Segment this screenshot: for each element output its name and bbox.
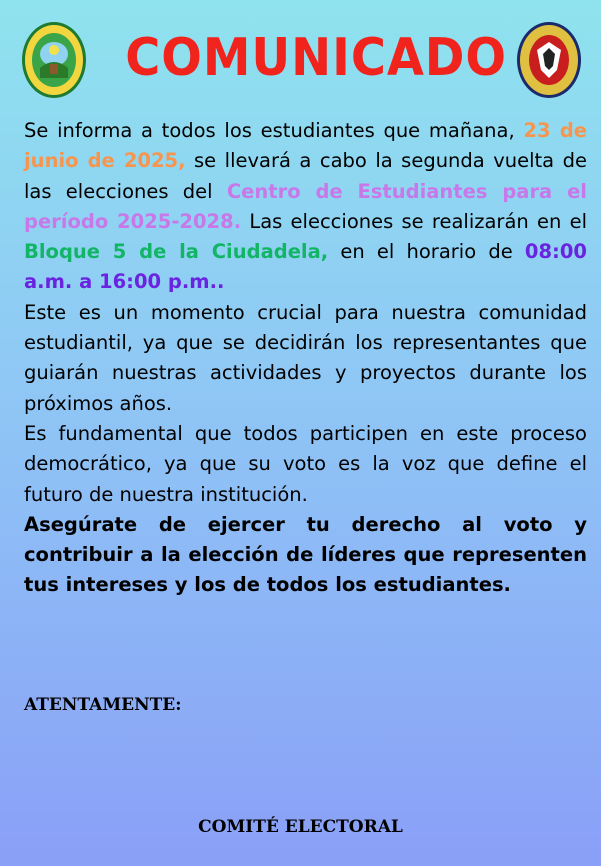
ingenieria-ambiental-logo [20,20,88,100]
header [0,18,601,102]
page-title: COMUNICADO [125,28,508,88]
universidad-tomas-frias-seal [515,20,583,100]
paragraph-importance: Este es un momento crucial para nuestra comunidad estudiantil, ya que se decidirán los representantes que guiarán nuestras actividades y proyectos durante los próximos años. [24,300,587,415]
paragraph-election-info: Se informa a todos los estudiantes que mañana, 23 de junio de 2025, se llevará a cabo la segunda vuelta de las elecciones del Centro de Estudiantes para el período 2025-2028. Las elecciones se realizarán en el Bloque 5 de la Ciudadela, en el horario de 08:00 a.m. a 16:00 p.m.. [24,119,588,294]
student-center-period: Centro de Estudiantes para el período 2025-2028. [24,179,587,233]
signature: COMITÉ ELECTORAL [198,817,403,837]
election-hours: 08:00 a.m. a 16:00 p.m.. [24,240,587,294]
election-date: 23 de junio de 2025, [24,119,588,173]
paragraph-call-to-action: Asegúrate de ejercer tu derecho al voto y contribuir a la elección de líderes que representen tus intereses y los de todos los estudiantes. [24,512,587,597]
closing: ATENTAMENTE: [24,695,182,715]
paragraph-participation: Es fundamental que todos participen en este proceso democrático, ya que su voto es la voz que define el futuro de nuestra institución. [24,421,587,506]
announcement-body [24,116,587,601]
election-location: Bloque 5 de la Ciudadela, [24,240,329,264]
